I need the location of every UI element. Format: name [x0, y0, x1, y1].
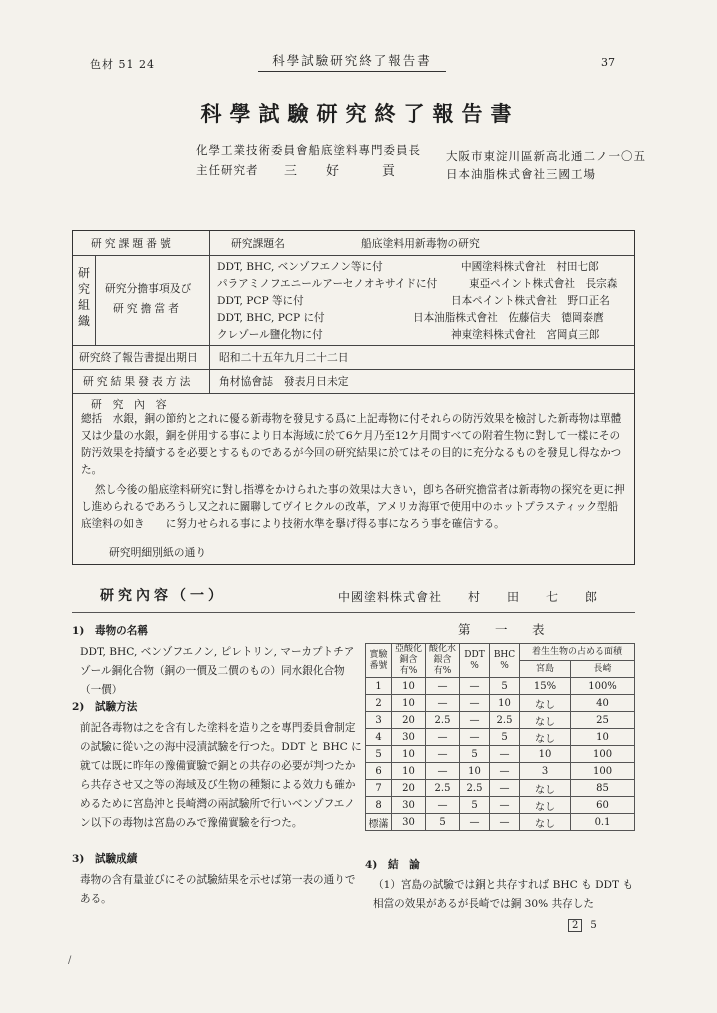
table-row — [366, 712, 635, 729]
journal-ref: 色材 51 24 — [90, 58, 155, 71]
address: 大阪市東淀川區新高北通二ノ一〇五 — [446, 149, 646, 163]
content-label: 研 究 內 容 — [91, 398, 167, 411]
table-cell: — — [490, 797, 520, 814]
results-table — [365, 643, 635, 831]
table-cell: 2.5 — [460, 780, 490, 797]
section-author: 中國塗料株式會社 村 田 七 郎 — [338, 590, 599, 604]
summary-box — [72, 230, 635, 565]
table-cell: — — [460, 695, 490, 712]
table-cell: 2 — [366, 695, 392, 712]
divider — [73, 393, 634, 394]
content-paragraph-1: 總括 水銀，銅の節約と之れに優る新毒物を發見する爲に上記毒物に付それらの防汚效果を檢討した新毒物は單體又は少量の水銀，銅を併用する事により日本海域に於て6ケ月乃至12ケ月間すべての附着生物に對して一樣にその防汚效果を持續するを必要とするものであるが今回の研究結果に於てはその目的に充分なるものを發見し得なかつた。 — [81, 413, 622, 476]
investigator-row: DDT, BHC, ベンゾフエノン等に付 — [217, 261, 383, 273]
content-note: 研究明細別紙の通り — [109, 546, 207, 559]
content-paragraph-2: 然し今後の船底塗料研究に對し指導をかけられた事の效果は大きい，卽ち各研究擔當者は新毒物の探究を更に押し進められるであろうし又之れに關聯してヴイヒクルの改革，アメリカ海軍で使用中のホットプラスティック型船底塗料の如き に努力せられる事により技術水準を擧げ得る事になろう事を確信する。 — [81, 484, 625, 530]
table-cell: 6 — [366, 763, 392, 780]
table-cell: — — [426, 729, 460, 746]
col-growth: 着生生物の占める面積 — [520, 644, 635, 661]
scan-mark: / — [68, 955, 72, 966]
heading-2: 2) 試驗方法 — [72, 701, 138, 713]
table-cell: 5 — [366, 746, 392, 763]
body-4: （1）宮島の試驗では銅と共存すれば BHC も DDT も相當の效果があるが長崎では銅 30% 共存した — [373, 879, 634, 910]
table-title: 第 一 表 — [458, 622, 551, 637]
col-bhc: BHC % — [490, 644, 520, 678]
table-cell: 100% — [571, 678, 635, 695]
investigator-company: 神東塗料株式會社 宮岡貞三郎 — [451, 329, 600, 341]
table-cell: 10 — [490, 695, 520, 712]
footer-page — [568, 920, 597, 931]
table-cell: — — [426, 797, 460, 814]
table-cell: — — [460, 814, 490, 831]
divider — [95, 255, 96, 345]
table-cell: 10 — [520, 746, 571, 763]
table-cell: 2.5 — [490, 712, 520, 729]
table-cell: なし — [520, 695, 571, 712]
label-project-no: 研究課題番號 — [91, 237, 174, 250]
divider — [73, 369, 634, 370]
investigator-company: 日本油脂株式會社 佐藤信夫 德岡泰麿 — [413, 312, 604, 324]
table-cell: 25 — [571, 712, 635, 729]
col-no: 實驗番號 — [366, 644, 392, 678]
table-row — [366, 763, 635, 780]
heading-1: 1) 毒物の名稱 — [72, 625, 148, 637]
table-cell: 3 — [366, 712, 392, 729]
body-3: 毒物の含有量並びにその試驗結果を示せば第一表の通りである。 — [80, 874, 356, 905]
investigator-row: クレゾール鹽化物に付 — [217, 329, 323, 341]
table-cell: 10 — [460, 763, 490, 780]
table-cell: — — [490, 780, 520, 797]
footer-page-num: 5 — [590, 920, 597, 931]
table-cell: 30 — [392, 797, 426, 814]
divider — [73, 255, 634, 256]
table-row — [366, 814, 635, 831]
investigator-row: DDT, PCP 等に付 — [217, 295, 304, 307]
table-cell: 2.5 — [426, 712, 460, 729]
running-title-underline — [258, 71, 446, 72]
org-label-1: 研究分擔事項及び — [105, 282, 192, 295]
table-cell: — — [490, 763, 520, 780]
investigator-company: 中國塗料株式會社 村田七郎 — [461, 261, 599, 273]
project-title: 船底塗料用新毒物の研究 — [361, 237, 480, 250]
investigator-row: パラアミノフエニールアーセノオキサイドに付 — [217, 278, 438, 290]
table-cell: — — [460, 729, 490, 746]
table-cell: 8 — [366, 797, 392, 814]
heading-3: 3) 試驗成績 — [72, 853, 138, 865]
table-row — [366, 746, 635, 763]
table-row — [366, 695, 635, 712]
table-row — [366, 797, 635, 814]
table-cell: — — [426, 695, 460, 712]
section-title: 研究內容（一） — [100, 588, 226, 604]
page-number: 37 — [601, 56, 615, 69]
table-cell: 10 — [571, 729, 635, 746]
table-cell: 5 — [490, 729, 520, 746]
investigator-company: 東亞ペイント株式會社 長宗森 — [469, 278, 618, 290]
table-cell: — — [490, 814, 520, 831]
table-cell: — — [426, 763, 460, 780]
table-cell: — — [490, 746, 520, 763]
table-cell: 2.5 — [426, 780, 460, 797]
table-cell: 3 — [520, 763, 571, 780]
table-cell: 0.1 — [571, 814, 635, 831]
footer-page-box: 2 — [568, 919, 582, 932]
table-cell: なし — [520, 729, 571, 746]
table-cell: 30 — [392, 729, 426, 746]
label-report-date: 研究終了報告書提出期日 — [79, 351, 198, 364]
table-cell: 4 — [366, 729, 392, 746]
table-row — [366, 729, 635, 746]
table-cell: なし — [520, 780, 571, 797]
table-cell: なし — [520, 814, 571, 831]
table-cell: — — [460, 712, 490, 729]
body-2: 前記各毒物は之を含有した塗料を造り之を專門委員會制定の試驗に從い之の海中浸漬試驗を行つた。DDT と BHC に就ては既に昨年の豫備實驗で銅との共存の必要が判つたから共存させ又之等の海域及び生物の種類による效力も確かめるために宮島沖と長崎灣の兩試驗所で行いベンゾフエノン以下の毒物は宮島のみで豫備實驗を行つた。 — [80, 722, 362, 829]
col-miyajima: 宮島 — [520, 661, 571, 678]
col-ddt: DDT % — [460, 644, 490, 678]
body-1: DDT, BHC, ベンゾフエノン, ピレトリン, マーカプトチアゾール銅化合物（銅の一價及二價のもの）同水銀化合物（一價） — [80, 646, 355, 696]
table-cell: — — [426, 746, 460, 763]
table-cell: — — [460, 678, 490, 695]
col-cu: 亞酸化銅含有% — [392, 644, 426, 678]
table-cell: 15% — [520, 678, 571, 695]
table-cell: — — [426, 678, 460, 695]
divider — [72, 612, 635, 613]
divider — [209, 231, 210, 393]
table-cell: 5 — [426, 814, 460, 831]
table-cell: 60 — [571, 797, 635, 814]
label-publication: 研究結果發表方法 — [83, 375, 194, 388]
table-cell: 30 — [392, 814, 426, 831]
heading-4: 4) 結 論 — [365, 859, 420, 871]
page-title: 科學試驗研究終了報告書 — [200, 101, 520, 126]
publication-method: 角材協會誌 發表月日未定 — [219, 375, 349, 388]
label-project-title: 研究課題名 — [231, 237, 285, 250]
divider — [73, 345, 634, 346]
table-cell: なし — [520, 797, 571, 814]
table-cell: 7 — [366, 780, 392, 797]
investigator-name: 三 好 貢 — [284, 164, 397, 179]
org-label-2: 研究擔當者 — [113, 302, 182, 315]
col-nagasaki: 長崎 — [571, 661, 635, 678]
table-cell: 85 — [571, 780, 635, 797]
investigator-company: 日本ペイント株式會社 野口正名 — [451, 295, 610, 307]
col-hg: 酸化水銀含有% — [426, 644, 460, 678]
table-cell: 5 — [490, 678, 520, 695]
table-cell: 5 — [460, 746, 490, 763]
table-cell: 1 — [366, 678, 392, 695]
table-cell: 10 — [392, 678, 426, 695]
table-cell: 100 — [571, 763, 635, 780]
table-cell: 標滿 — [366, 814, 392, 831]
table-row — [366, 780, 635, 797]
table-cell: 10 — [392, 695, 426, 712]
investigator-row: DDT, BHC, PCP に付 — [217, 312, 325, 324]
org-vertical-label: 研 究 組 織 — [77, 266, 90, 328]
investigator-label: 主任研究者 — [196, 163, 259, 177]
table-cell: 10 — [392, 746, 426, 763]
report-date: 昭和二十五年九月二十二日 — [219, 351, 349, 364]
table-row — [366, 678, 635, 695]
table-cell: 40 — [571, 695, 635, 712]
table-cell: 5 — [460, 797, 490, 814]
table-cell: 20 — [392, 780, 426, 797]
table-cell: 100 — [571, 746, 635, 763]
company: 日本油脂株式會社三國工場 — [446, 167, 596, 181]
table-cell: なし — [520, 712, 571, 729]
running-title: 科學試驗研究終了報告書 — [272, 53, 432, 68]
committee-name: 化學工業技術委員會船底塗料專門委員長 — [196, 143, 421, 157]
table-cell: 10 — [392, 763, 426, 780]
table-cell: 20 — [392, 712, 426, 729]
